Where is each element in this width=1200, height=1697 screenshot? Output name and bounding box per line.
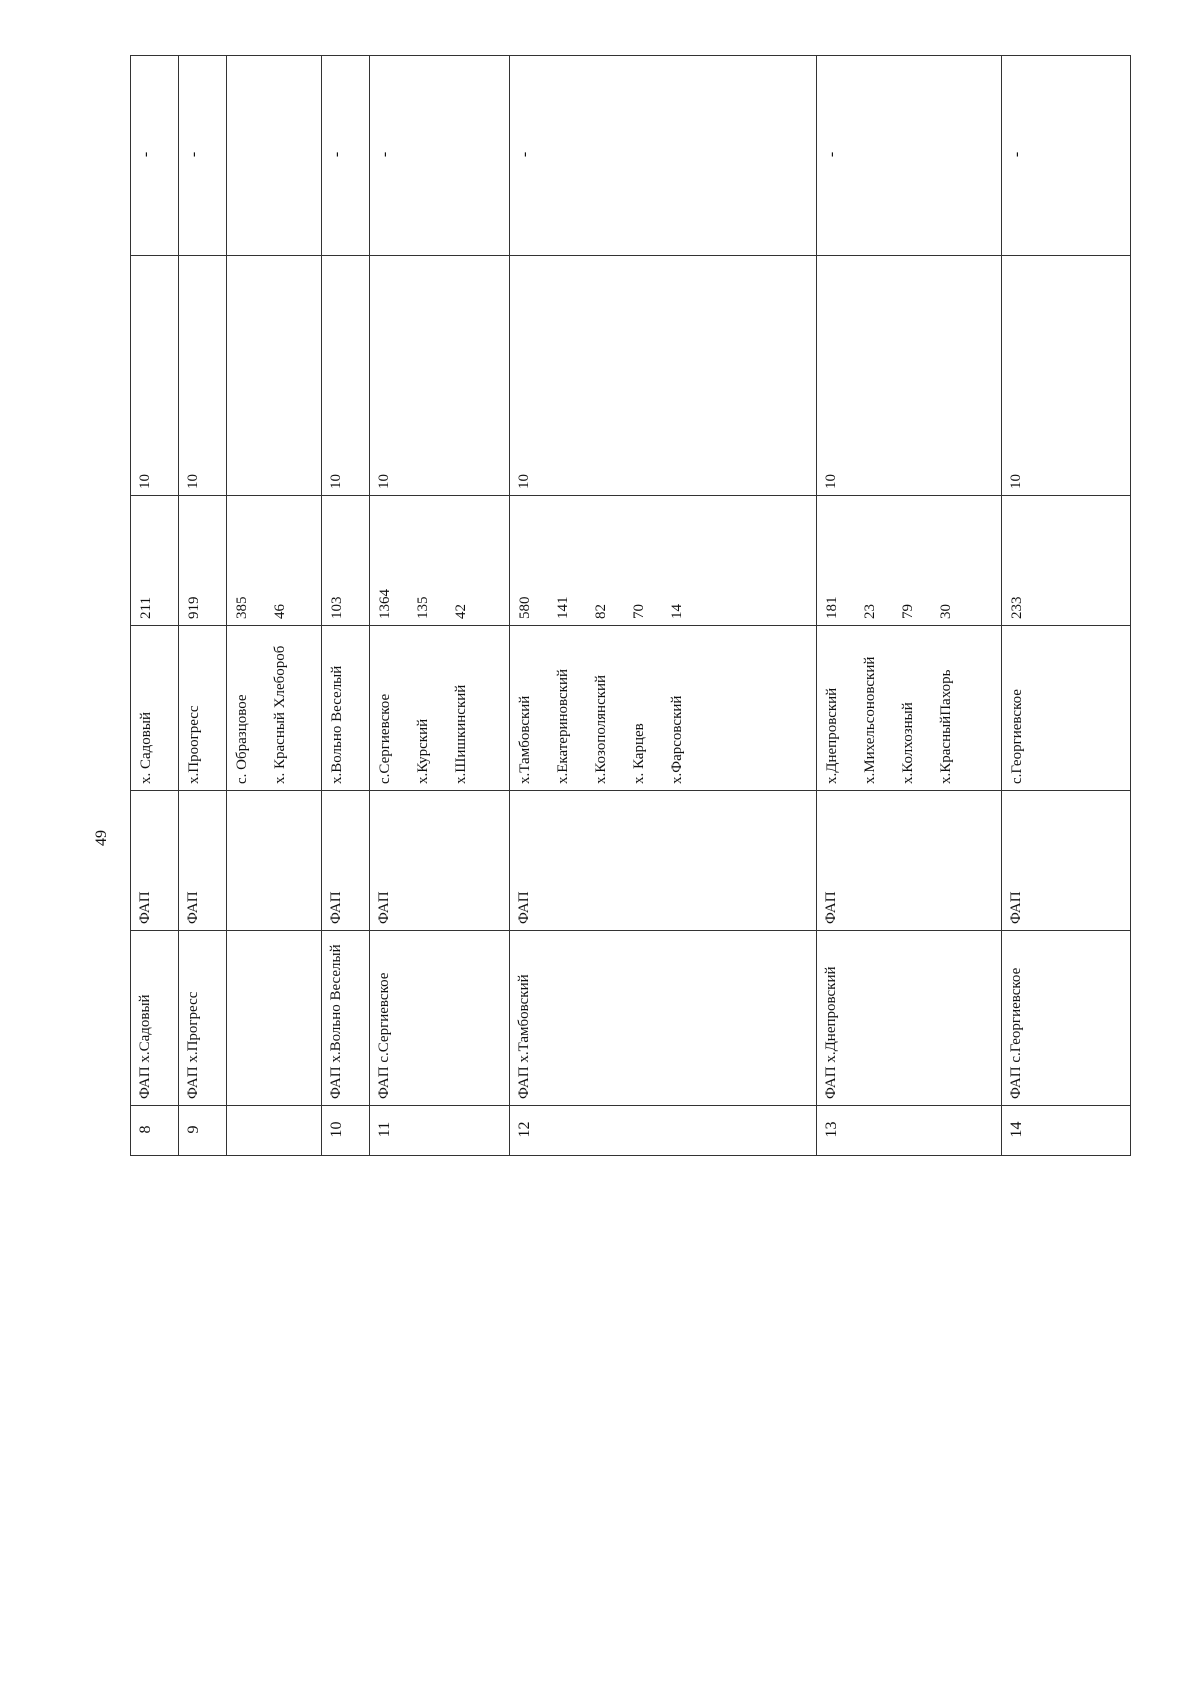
population-value: 30 [938, 604, 954, 619]
population-value: 82 [593, 604, 609, 619]
row-number: 14 [1002, 1106, 1131, 1156]
table-row [227, 56, 322, 1156]
distance-value: 10 [131, 256, 179, 496]
population-value: 42 [453, 604, 469, 619]
row-number: 10 [322, 1106, 370, 1156]
facility-type: ФАП [1002, 791, 1131, 931]
population-value: 23 [862, 604, 878, 619]
fap-name: ФАП х.Садовый [131, 931, 179, 1106]
distance-value: 10 [1002, 256, 1131, 496]
table-row [510, 56, 817, 1156]
settlement-name: х.Проогресс [186, 705, 202, 784]
note-value: - [1002, 56, 1131, 256]
population-list [510, 496, 817, 626]
note-value [227, 56, 322, 256]
note-value: - [510, 56, 817, 256]
settlement-name: х.Михельсоновский [862, 656, 878, 784]
settlement-list [1002, 626, 1131, 791]
settlement-list [179, 626, 227, 791]
fap-name: ФАП х.Вольно Веселый [322, 931, 370, 1106]
distance-value: 10 [322, 256, 370, 496]
population-value: 135 [415, 596, 431, 619]
population-list [227, 496, 322, 626]
settlement-name: с.Сергиевское [377, 693, 393, 784]
settlement-name: х.Шишкинский [453, 684, 469, 784]
settlement-list [510, 626, 817, 791]
settlement-name: х.Екатериновский [555, 668, 571, 784]
fap-name: ФАП х.Прогресс [179, 931, 227, 1106]
settlement-name: х.Тамбовский [517, 695, 533, 784]
distance-value [227, 256, 322, 496]
facility-type: ФАП [817, 791, 1002, 931]
population-list [179, 496, 227, 626]
settlement-name: с.Георгиевское [1009, 689, 1025, 784]
settlement-list [131, 626, 179, 791]
note-value: - [179, 56, 227, 256]
distance-value: 10 [370, 256, 510, 496]
settlement-name: с. Образцовое [234, 694, 250, 784]
settlement-name: х. Карцев [631, 723, 647, 784]
population-value: 46 [272, 604, 288, 619]
row-number: 8 [131, 1106, 179, 1156]
distance-value: 10 [510, 256, 817, 496]
fap-name: ФАП с.Сергиевское [370, 931, 510, 1106]
table-row [817, 56, 1002, 1156]
fap-name [227, 931, 322, 1106]
note-value: - [370, 56, 510, 256]
settlement-name: х. Садовый [138, 712, 154, 784]
settlement-list [817, 626, 1002, 791]
settlement-list [370, 626, 510, 791]
facility-type: ФАП [322, 791, 370, 931]
row-number: 13 [817, 1106, 1002, 1156]
row-number: 12 [510, 1106, 817, 1156]
row-number: 11 [370, 1106, 510, 1156]
population-value: 1364 [377, 589, 393, 619]
row-number: 9 [179, 1106, 227, 1156]
table-row [370, 56, 510, 1156]
settlement-name: х. Красный Хлебороб [272, 645, 288, 784]
population-value: 211 [138, 597, 154, 619]
population-list [817, 496, 1002, 626]
population-value: 181 [824, 596, 840, 619]
population-value: 141 [555, 596, 571, 619]
settlement-name: х.Вольно Веселый [329, 665, 345, 784]
facility-type: ФАП [510, 791, 817, 931]
facilities-table [130, 55, 1131, 1156]
settlement-name: х.Днепровский [824, 687, 840, 784]
facility-type: ФАП [370, 791, 510, 931]
page-number: 49 [93, 830, 110, 846]
distance-value: 10 [817, 256, 1002, 496]
population-value: 103 [329, 596, 345, 619]
population-value: 385 [234, 596, 250, 619]
population-value: 14 [669, 604, 685, 619]
population-value: 580 [517, 596, 533, 619]
row-number [227, 1106, 322, 1156]
population-value: 79 [900, 604, 916, 619]
note-value: - [322, 56, 370, 256]
distance-value: 10 [179, 256, 227, 496]
population-list [322, 496, 370, 626]
population-list [370, 496, 510, 626]
rotated-table-wrapper [130, 56, 1130, 1156]
table-row [131, 56, 179, 1156]
facility-type: ФАП [131, 791, 179, 931]
settlement-list [322, 626, 370, 791]
facility-type: ФАП [179, 791, 227, 931]
table-row [1002, 56, 1131, 1156]
note-value: - [817, 56, 1002, 256]
settlement-list [227, 626, 322, 791]
population-value: 70 [631, 604, 647, 619]
note-value: - [131, 56, 179, 256]
settlement-name: х.Козополянский [593, 674, 609, 784]
population-list [1002, 496, 1131, 626]
settlement-name: х.Фарсовский [669, 695, 685, 784]
settlement-name: х.Колхозный [900, 702, 916, 784]
population-value: 919 [186, 596, 202, 619]
settlement-name: х.Курский [415, 718, 431, 784]
table-row [179, 56, 227, 1156]
population-list [131, 496, 179, 626]
table-row [322, 56, 370, 1156]
settlement-name: х.КрасныйПахорь [938, 669, 954, 784]
fap-name: ФАП х.Тамбовский [510, 931, 817, 1106]
facility-type [227, 791, 322, 931]
fap-name: ФАП с.Георгиевское [1002, 931, 1131, 1106]
population-value: 233 [1009, 596, 1025, 619]
fap-name: ФАП х.Днепровский [817, 931, 1002, 1106]
